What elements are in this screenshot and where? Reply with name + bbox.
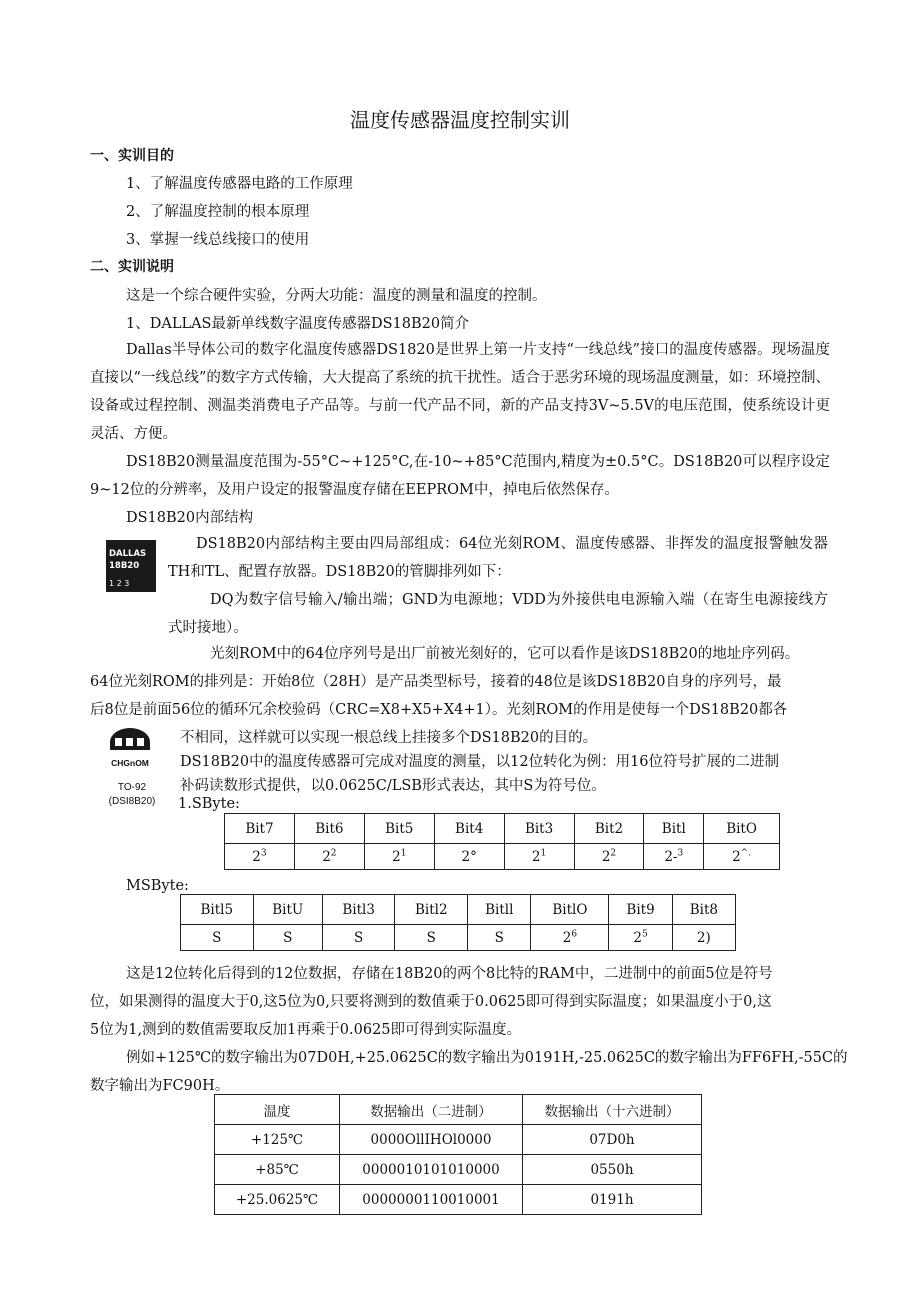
lsb-bit-cell: Bit7 — [225, 814, 295, 844]
output-cell: 0000010101010000 — [340, 1155, 523, 1185]
weight-exp: 5 — [641, 929, 648, 939]
output-header: 温度 — [215, 1095, 340, 1125]
lsb-weight-cell — [574, 844, 644, 870]
subheading: 1、DALLAS最新单线数字温度传感器DS18B20简介 — [126, 316, 470, 332]
lsbyte-table — [224, 813, 780, 870]
lsb-weight-cell — [434, 844, 504, 870]
weight-base: 2° — [461, 848, 477, 865]
weight-base: S — [283, 929, 293, 946]
weight-exp: ^. — [740, 848, 752, 858]
package-caption-1: TO-92 — [117, 782, 147, 793]
weight-exp: 1 — [540, 848, 547, 858]
weight-base: 2 — [732, 848, 741, 865]
lsb-weight-cell — [504, 844, 574, 870]
paragraph-range: DS18B20测量温度范围为-55°C~+125°C,在-10~+85°C范围内,精度为±0.5°C。DS18B20可以程序设定9~12位的分辨率，及用户设定的报警温度存储在EEPROM中，掉电后依然保存。 — [90, 454, 830, 498]
output-cell: 0550h — [523, 1155, 702, 1185]
lsb-weight-cell — [704, 844, 780, 870]
weight-base: 2 — [322, 848, 331, 865]
weight-base: S — [494, 929, 504, 946]
output-header: 数据输出（十六进制） — [523, 1095, 702, 1125]
weight-base: S — [426, 929, 436, 946]
lsb-bit-cell: Bit3 — [504, 814, 574, 844]
page-title: 温度传感器温度控制实训 — [350, 108, 570, 132]
package-label: CHGnOM — [111, 758, 149, 768]
paragraph-dallas: Dallas半导体公司的数字化温度传感器DS1820是世界上第一片支持“一线总线”接口的温度传感器。现场温度直接以“一线总线”的数字方式传输，大大提高了系统的抗干扰性。适合于恶劣环境的现场温度测量，如：环境控制、设备或过程控制、测温类消费电子产品等。与前一代产品不同，新的产品支持3V~5.5V的电压范围，使系统设计更灵活、方便。 — [90, 342, 830, 442]
lsb-weight-cell — [294, 844, 364, 870]
weight-exp: 1 — [400, 848, 407, 858]
msb-weight-cell — [181, 925, 254, 951]
msb-bit-cell: Bit8 — [672, 895, 735, 925]
msbyte-table — [180, 894, 736, 951]
weight-base: 2 — [633, 929, 642, 946]
msb-bit-cell: Bitl5 — [181, 895, 254, 925]
weight-exp: 2 — [330, 848, 337, 858]
lsb-bit-cell: Bit4 — [434, 814, 504, 844]
chip-line3: 1 2 3 — [109, 579, 130, 588]
after-line: 位，如果测得的温度大于0,这5位为0,只要将测到的数值乘于0.0625即可得到实际温度；如果温度小于0,这 — [90, 994, 772, 1010]
msb-bit-cell: Bitll — [468, 895, 531, 925]
lsb-bit-cell: Bit2 — [574, 814, 644, 844]
lsb-weight-cell — [225, 844, 295, 870]
rom-line: 不相同，这样就可以实现一根总线上挂接多个DS18B20的目的。 — [180, 730, 598, 746]
lsbyte-label: 1.SByte: — [178, 796, 240, 812]
msb-bit-cell: Bit9 — [609, 895, 672, 925]
weight-base: 2) — [696, 929, 711, 946]
weight-base: S — [212, 929, 222, 946]
weight-base: 2- — [664, 848, 678, 865]
lsb-bit-cell: Bit5 — [364, 814, 434, 844]
lsb-bit-cell: Bit6 — [294, 814, 364, 844]
list-item: 3、掌握一线总线接口的使用 — [126, 232, 310, 248]
msb-bit-cell: Bitl2 — [395, 895, 468, 925]
output-cell: 07D0h — [523, 1125, 702, 1155]
weight-base: 2 — [252, 848, 261, 865]
lsb-bit-cell: Bitl — [644, 814, 704, 844]
msb-weight-cell — [609, 925, 672, 951]
to92-icon — [108, 728, 152, 760]
list-item: 1、了解温度传感器电路的工作原理 — [126, 176, 353, 192]
to92-package-image — [108, 728, 152, 768]
example-line: 例如+125℃的数字输出为07D0H,+25.0625C的数字输出为0191H,-25.0625C的数字输出为FF6FH,-55C的 — [126, 1050, 848, 1066]
weight-base: 2 — [601, 848, 611, 865]
msb-bit-cell: Bitl3 — [322, 895, 395, 925]
after-line: 这是12位转化后得到的12位数据，存储在18B20的两个8比特的RAM中，二进制中的前面5位是符号 — [126, 966, 773, 982]
output-cell: +85℃ — [215, 1155, 340, 1185]
output-cell: +25.0625℃ — [215, 1185, 340, 1215]
intro-text: 这是一个综合硬件实验，分两大功能：温度的测量和温度的控制。 — [126, 288, 547, 304]
msb-weight-cell — [395, 925, 468, 951]
output-cell: 0000OllIHOl0000 — [340, 1125, 523, 1155]
weight-exp: 3 — [260, 848, 267, 858]
lsb-weight-cell — [364, 844, 434, 870]
weight-base: 2 — [392, 848, 401, 865]
table-row — [215, 1155, 702, 1185]
lsb-weight-cell — [644, 844, 704, 870]
msb-weight-cell — [531, 925, 609, 951]
output-table — [214, 1094, 702, 1215]
rom-line: 64位光刻ROM的排列是：开始8位（28H）是产品类型标号，接着的48位是该DS18B20自身的序列号，最 — [90, 674, 782, 690]
msb-weight-cell — [322, 925, 395, 951]
section-heading-2: 二、实训说明 — [90, 259, 174, 275]
output-cell: +125℃ — [215, 1125, 340, 1155]
paragraph-pins: DQ为数字信号输入/输出端；GND为电源地；VDD为外接供电电源输入端（在寄生电源接线方式时接地）。 — [168, 592, 828, 636]
conversion-line: DS18B20中的温度传感器可完成对温度的测量，以12位转化为例：用16位符号扩展的二进制 — [180, 754, 780, 770]
msb-weight-cell — [468, 925, 531, 951]
weight-base: 2 — [531, 848, 541, 865]
output-cell: 0191h — [523, 1185, 702, 1215]
rom-line: 光刻ROM中的64位序列号是出厂前被光刻好的，它可以看作是该DS18B20的地址序列码。 — [210, 646, 800, 662]
list-item: 2、了解温度控制的根本原理 — [126, 204, 310, 220]
rom-line: 后8位是前面56位的循环冗余校验码（CRC=X8+X5+X4+1）。光刻ROM的作用是使每一个DS18B20都各 — [90, 702, 788, 718]
weight-exp: 3 — [677, 848, 684, 858]
weight-exp: 6 — [571, 929, 578, 939]
paragraph-structure: DS18B20内部结构主要由四局部组成：64位光刻ROM、温度传感器、非挥发的温度报警触发器TH和TL、配置存放器。DS18B20的管脚排列如下： — [168, 536, 828, 580]
package-caption-2: (DSI8B20) — [108, 796, 156, 807]
structure-title: DS18B20内部结构 — [126, 510, 254, 526]
table-row — [215, 1125, 702, 1155]
lsb-bit-cell: BitO — [704, 814, 780, 844]
ds18b20-chip-image — [106, 540, 156, 592]
example-line: 数字输出为FC90H。 — [90, 1078, 230, 1094]
after-line: 5位为1,测到的数值需要取反加1再乘于0.0625即可得到实际温度。 — [90, 1022, 522, 1038]
msb-bit-cell: BitlO — [531, 895, 609, 925]
output-header: 数据输出（二进制） — [340, 1095, 523, 1125]
section-heading-1: 一、实训目的 — [90, 148, 174, 164]
chip-line2: 18B20 — [109, 561, 140, 571]
weight-base: 2 — [562, 929, 572, 946]
msb-weight-cell — [672, 925, 735, 951]
table-row — [215, 1185, 702, 1215]
msb-bit-cell: BitU — [253, 895, 322, 925]
weight-exp: 2 — [610, 848, 617, 858]
chip-line1: DALLAS — [109, 549, 147, 559]
conversion-line: 补码读数形式提供，以0.0625C/LSB形式表达，其中S为符号位。 — [180, 778, 606, 794]
output-cell: 0000000110010001 — [340, 1185, 523, 1215]
msb-weight-cell — [253, 925, 322, 951]
weight-base: S — [354, 929, 364, 946]
msbyte-label: MSByte: — [126, 878, 189, 894]
